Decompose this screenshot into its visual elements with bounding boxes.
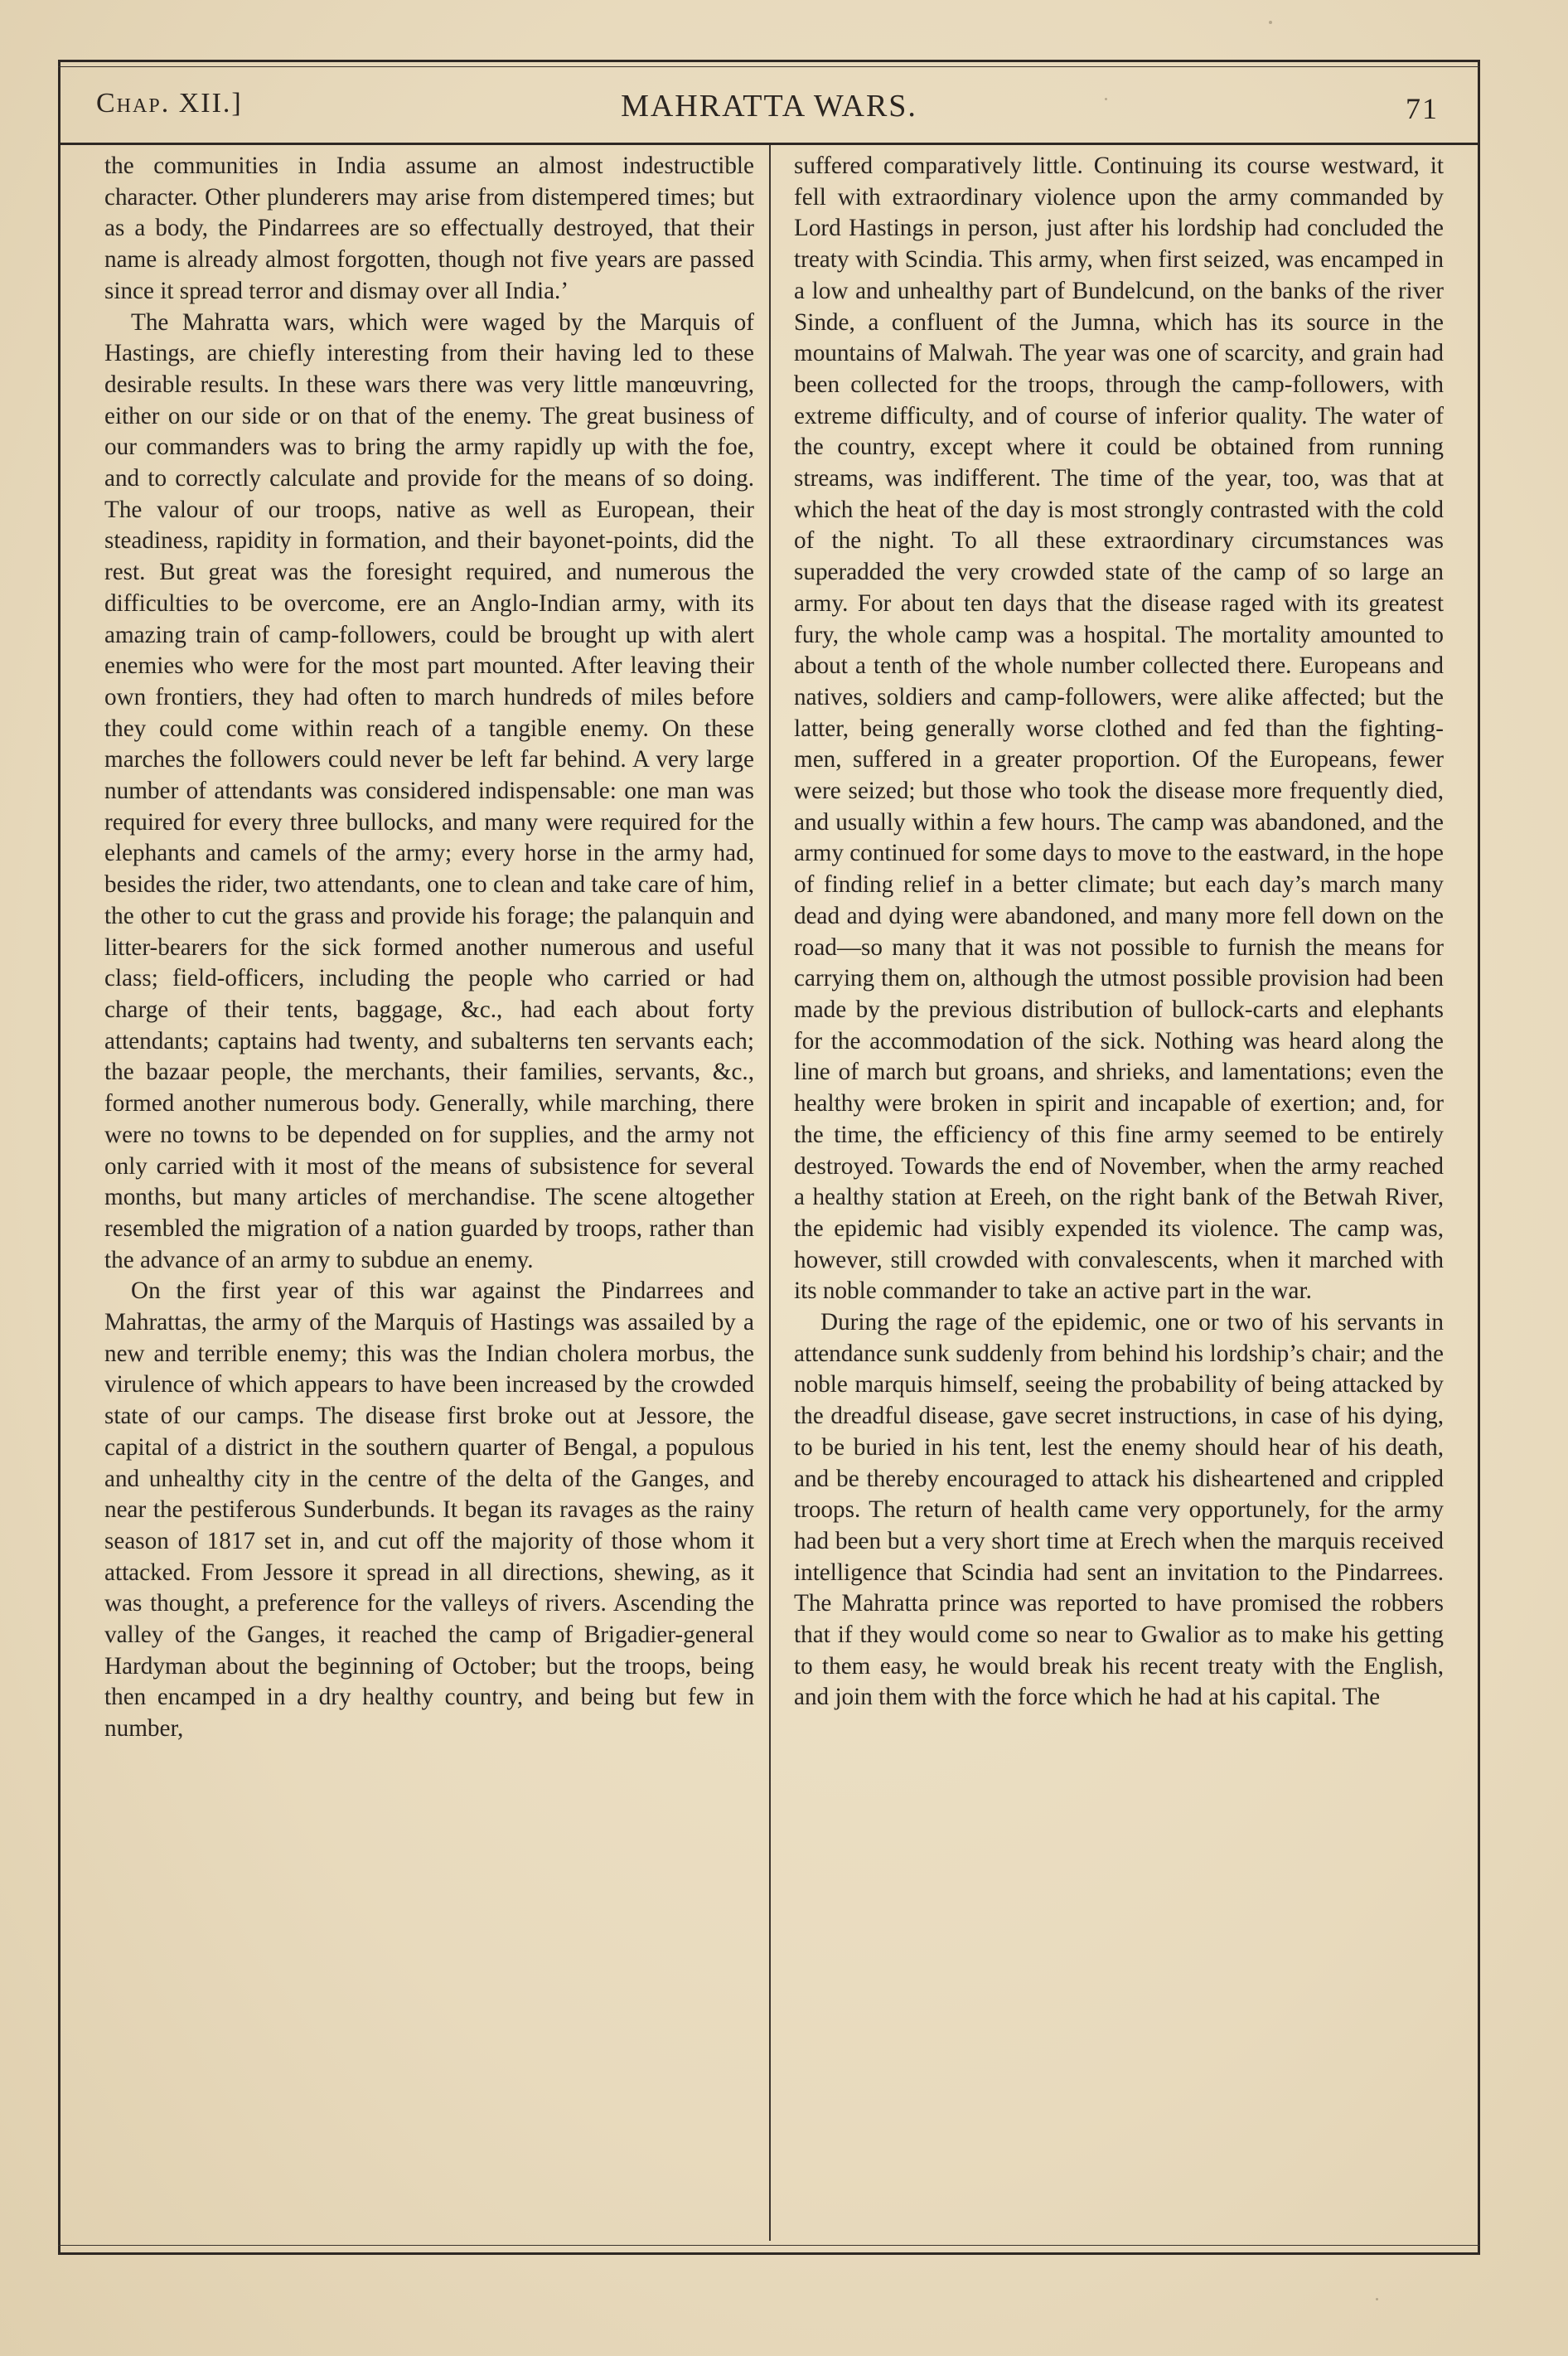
top-inner-rule [58,66,1480,67]
page-number: 71 [1406,92,1439,125]
paper-speck [1269,21,1272,24]
chapter-label: Chap. XII.] [96,88,243,119]
paragraph: the communities in India assume an almost indestructible character. Other plunderers may arise from distempered times; but as a body, the Pindarrees are so effectually destroyed, that their name is already almost forgotten, though not five years are passed since it spread terror and dismay over all India.’ [104,153,754,304]
paragraph: suffered comparatively little. Continuing its course westward, it fell with extraordinary violence upon the army commanded by Lord Hastings in person, just after his lordship had concluded the treaty with Scindia. This army, when first seized, was encamped in a low and unhealthy part of Bundelcund, on the banks of the river Sinde, a confluent of the Jumna, which has its source in the mountains of Malwah. The year was one of scarcity, and grain had been collected for the troops, through the camp-followers, with extreme difficulty, and of course of inferior quality. The water of the country, except where it could be obtained from running streams, was indifferent. The time of the year, too, was that at which the heat of the day is most strongly contrasted with the cold of the night. To all these extraordinary circumstances was superadded the very crowded state of the camp of so large an army. For about ten days that the disease raged with its greatest fury, the whole camp was a hospital. The mortality amounted to about a tenth of the whole number collected there. Europeans and natives, soldiers and camp-followers, were alike affected; but the latter, being generally worse clothed and fed than the fighting-men, suffered in a greater proportion. Of the Europeans, fewer were seized; but those who took the disease more frequently died, and usually within a few hours. The camp was abandoned, and the army continued for some days to move to the eastward, in the hope of finding relief in a better climate; but each day’s march many dead and dying were abandoned, and many more fell down on the road—so many that it was not possible to furnish the means for carrying them on, although the utmost possible provision had been made by the previous distribution of bullock-carts and elephants for the accommodation of the sick. Nothing was heard along the line of march but groans, and shrieks, and lamentations; even the healthy were broken in spirit and incapable of exertion; and, for the time, the efficiency of this fine army seemed to be entirely destroyed. Towards the end of November, when the army reached a healthy station at Ereeh, on the right bank of the Betwah River, the epidemic had visibly expended its violence. The camp was, however, still crowded with convalescents, when it marched with its noble commander to take an active part in the war. [794,153,1444,1305]
paper-speck [1105,98,1107,100]
column-divider [769,145,771,2241]
running-head [58,73,1480,144]
left-column [104,151,754,2236]
bottom-rule [58,2245,1480,2246]
paragraph: On the first year of this war against the Pindarrees and Mahrattas, the army of the Marquis of Hastings was assailed by a new and terrible enemy; this was the Indian cholera morbus, the virulence of which appears to have been increased by the crowded state of our camps. The disease first broke out at Jessore, the capital of a district in the southern quarter of Bengal, a populous and unhealthy city in the centre of the delta of the Ganges, and near the pestiferous Sunderbunds. It began its ravages as the rainy season of 1817 set in, and cut off the majority of those whom it attacked. From Jessore it spread in all directions, shewing, as it was thought, a preference for the valleys of rivers. Ascending the valley of the Ganges, it reached the camp of Brigadier-general Hardyman about the beginning of October; but the troops, being then encamped in a dry healthy country, and being but few in number, [104,1277,754,1743]
right-column [794,151,1444,2236]
paper-speck [1376,2298,1378,2300]
paragraph: During the rage of the epidemic, one or two of his servants in attendance sunk suddenly from behind his lordship’s chair; and the noble marquis himself, seeing the probability of being attacked by the dreadful disease, gave secret instructions, in case of his dying, to be buried in his tent, lest the enemy should hear of his death, and be thereby encouraged to attack his disheartened and crippled troops. The return of health came very opportunely, for the army had been but a very short time at Erech when the marquis received intelligence that Scindia had sent an invitation to the Pindarrees. The Mahratta prince was reported to have promised the robbers that if they would come so near to Gwalior as to make his getting to them easy, he would break his recent treaty with the English, and join them with the force which he had at his capital. The [794,1309,1444,1711]
running-title: MAHRATTA WARS. [621,89,917,124]
paragraph: The Mahratta wars, which were waged by the Marquis of Hastings, are chiefly interesting from their having led to these desirable results. In these wars there was very little manœuvring, either on our side or on that of the enemy. The great business of our commanders was to bring the army rapidly up with the foe, and to correctly calculate and provide for the means of so doing. The valour of our troops, native as well as European, their steadiness, rapidity in formation, and their bayonet-points, did the rest. But great was the foresight required, and numerous the difficulties to be overcome, ere an Anglo-Indian army, with its amazing train of camp-followers, could be brought up with alert enemies who were for the most part mounted. After leaving their own frontiers, they had often to march hundreds of miles before they could come within reach of a tangible enemy. On these marches the followers could never be left far behind. A very large number of attendants was considered indispensable: one man was required for every three bullocks, and many were required for the elephants and camels of the army; every horse in the army had, besides the rider, two attendants, one to clean and take care of him, the other to cut the grass and provide his forage; the palanquin and litter-bearers for the sick formed another numerous and useful class; field-officers, including the people who carried or had charge of their tents, baggage, &c., had each about forty attendants; captains had twenty, and subalterns ten servants each; the bazaar people, the merchants, their families, servants, &c., formed another numerous body. Generally, while marching, there were no towns to be depended on for supplies, and the army not only carried with it most of the means of subsistence for several months, but many articles of merchandise. The scene altogether resembled the migration of a nation guarded by troops, rather than the advance of an army to subdue an enemy. [104,308,754,1273]
